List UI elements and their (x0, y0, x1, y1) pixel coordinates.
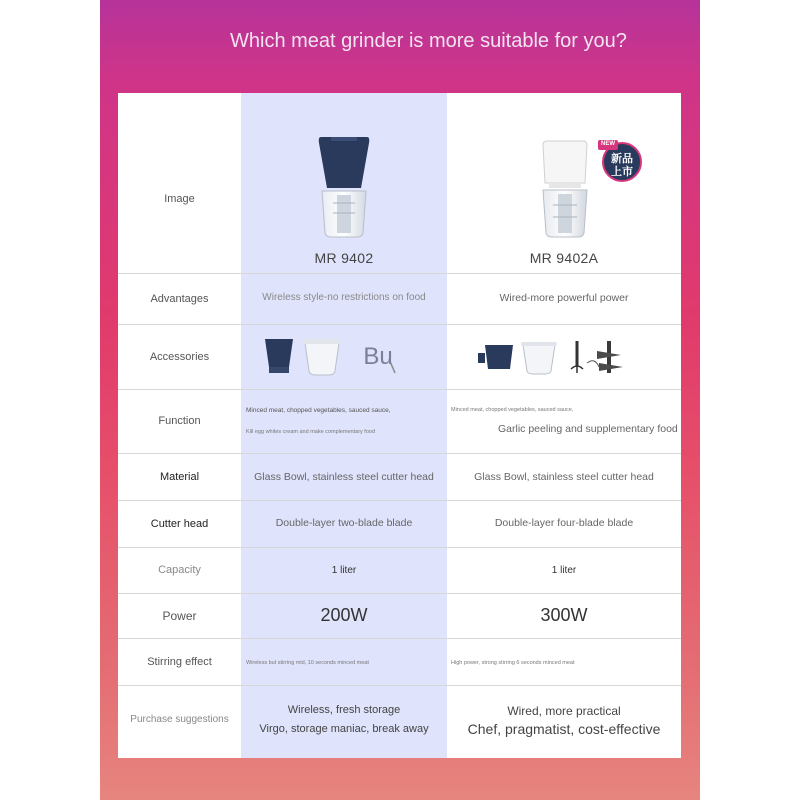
row-material (118, 454, 681, 501)
purchase-right-line1: Wired, more practical (507, 704, 621, 718)
row-label-material: Material (159, 471, 200, 483)
product-image-left (241, 133, 447, 243)
material-right: Glass Bowl, stainless steel cutter head (474, 471, 654, 483)
material-left: Glass Bowl, stainless steel cutter head (254, 471, 434, 483)
row-label-power: Power (162, 609, 197, 623)
function-left-line2: Kill egg whites cream and make complementary food (246, 429, 376, 435)
row-purchase-suggestions (118, 686, 681, 758)
row-stirring-effect (118, 639, 681, 686)
function-right-line1: Minced meat, chopped vegetables, sauced sauce, (451, 407, 574, 413)
row-label-cutter-head: Cutter head (150, 518, 209, 530)
row-capacity (118, 548, 681, 594)
row-label-capacity: Capacity (158, 564, 201, 576)
power-right: 300W (540, 605, 588, 625)
comparison-table (118, 93, 681, 758)
accessories-right (447, 333, 681, 381)
accessories-left-icons (241, 333, 447, 381)
badge-line2: 上市 (611, 166, 633, 178)
row-cutter-head (118, 501, 681, 548)
purchase-left-line2: Virgo, storage maniac, break away (259, 723, 429, 735)
grinder-navy-image (241, 133, 447, 243)
advantage-left: Wireless style-no restrictions on food (262, 292, 426, 303)
badge-new-label: NEW (601, 141, 615, 147)
row-label-accessories: Accessories (149, 351, 210, 363)
row-accessories (118, 325, 681, 390)
power-left: 200W (320, 605, 368, 625)
row-power (118, 594, 681, 639)
row-advantages (118, 274, 681, 325)
capacity-right: 1 liter (551, 565, 577, 576)
purchase-right-line2: Chef, pragmatist, cost-effective (467, 721, 661, 737)
function-left-line1: Minced meat, chopped vegetables, sauced sauce, (246, 407, 391, 414)
row-label-image: Image (164, 193, 195, 205)
row-function (118, 390, 681, 454)
advantage-right: Wired-more powerful power (499, 292, 629, 304)
capacity-left: 1 liter (331, 565, 357, 576)
model-name-left: MR 9402 (314, 250, 374, 266)
cutter-right: Double-layer four-blade blade (494, 517, 634, 529)
accessories-left-text: Bu (363, 343, 393, 370)
accessories-right-icons (447, 333, 681, 381)
row-label-stirring: Stirring effect (147, 656, 212, 668)
badge-line1: 新品 (611, 153, 633, 165)
row-image (118, 93, 681, 274)
model-name-right: MR 9402A (529, 250, 599, 266)
purchase-left-line1: Wireless, fresh storage (287, 704, 401, 716)
stirring-left: Wireless but stirring mid, 10 seconds minced meat (246, 660, 369, 666)
accessories-left (241, 333, 447, 381)
row-label-purchase: Purchase suggestions (130, 714, 229, 725)
page-headline: Which meat grinder is more suitable for you? (230, 30, 627, 52)
row-label-advantages: Advantages (150, 293, 209, 305)
function-right-line2: Garlic peeling and supplementary food (498, 423, 678, 435)
cutter-left: Double-layer two-blade blade (275, 517, 413, 529)
row-label-function: Function (158, 415, 201, 427)
stirring-right: High power, strong stirring 6 seconds minced meat (451, 660, 575, 666)
new-product-badge (594, 138, 646, 184)
